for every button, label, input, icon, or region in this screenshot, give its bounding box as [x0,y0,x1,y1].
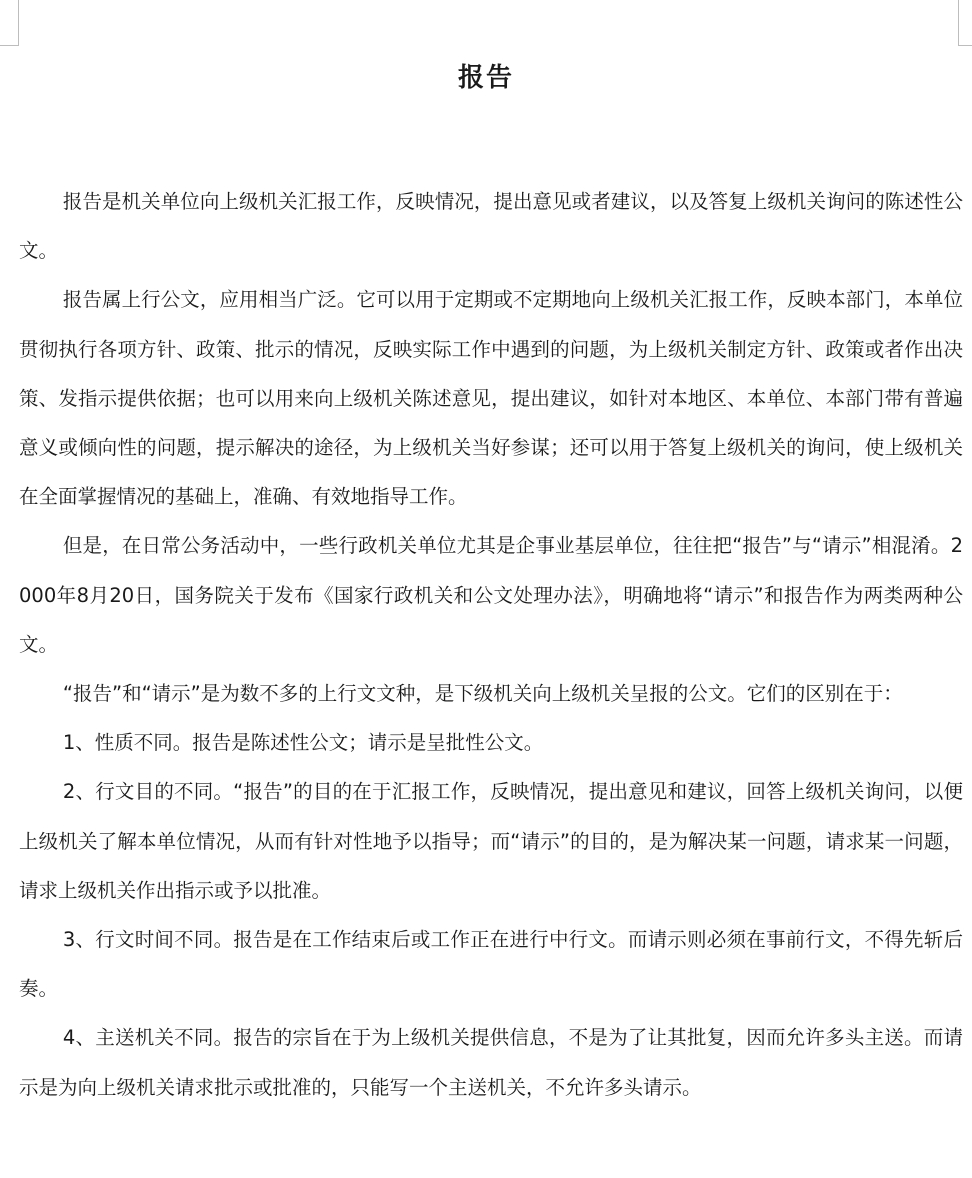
paragraph-difference-3: 3、行文时间不同。报告是在工作结束后或工作正在进行中行文。而请示则必须在事前行文，不得先斩后奏。 [19,928,963,1001]
document-title: 报告 [457,63,514,93]
paragraph-difference-4: 4、主送机关不同。报告的宗旨在于为上级机关提供信息，不是为了让其批复，因而允许多头主送。而请示是为向上级机关请求批示或批准的，只能写一个主送机关，不允许多头请示。 [19,1026,963,1099]
paragraph-differences-intro: “报告”和“请示”是为数不多的上行文文种，是下级机关向上级机关呈报的公文。它们的区别在于： [62,682,903,706]
paragraph-difference-2: 2、行文目的不同。“报告”的目的在于汇报工作，反映情况，提出意见和建议，回答上级机关询问，以便上级机关了解本单位情况，从而有针对性地予以指导；而“请示”的目的，是为解决某一问题，请求某一问题，请求上级机关作出指示或予以批准。 [19,780,963,902]
paragraph-definition: 报告是机关单位向上级机关汇报工作，反映情况，提出意见或者建议，以及答复上级机关询问的陈述性公文。 [19,190,963,263]
paragraph-difference-1: 1、性质不同。报告是陈述性公文；请示是呈批性公文。 [62,731,544,755]
corner-mark-top-right [958,0,959,46]
paragraph-usage: 报告属上行公文，应用相当广泛。它可以用于定期或不定期地向上级机关汇报工作，反映本部门，本单位贯彻执行各项方针、政策、批示的情况，反映实际工作中遇到的问题，为上级机关制定方针、政策或者作出决策、发指示提供依据；也可以用来向上级机关陈述意见，提出建议，如针对本地区、本单位、本部门带有普遍意义或倾向性的问题，提示解决的途径，为上级机关当好参谋；还可以用于答复上级机关的询问，使上级机关在全面掌握情况的基础上，准确、有效地指导工作。 [19,288,963,509]
document-body [19,177,963,1112]
corner-mark-top-right-horizontal [958,45,972,46]
paragraph-confusion: 但是，在日常公务活动中，一些行政机关单位尤其是企事业基层单位，往往把“报告”与“请示”相混淆。2000年8月20日，国务院关于发布《国家行政机关和公文处理办法》，明确地将“请示”和报告作为两类两种公文。 [19,534,963,656]
corner-mark-top-left [18,0,19,46]
corner-mark-top-left-horizontal [0,45,18,46]
